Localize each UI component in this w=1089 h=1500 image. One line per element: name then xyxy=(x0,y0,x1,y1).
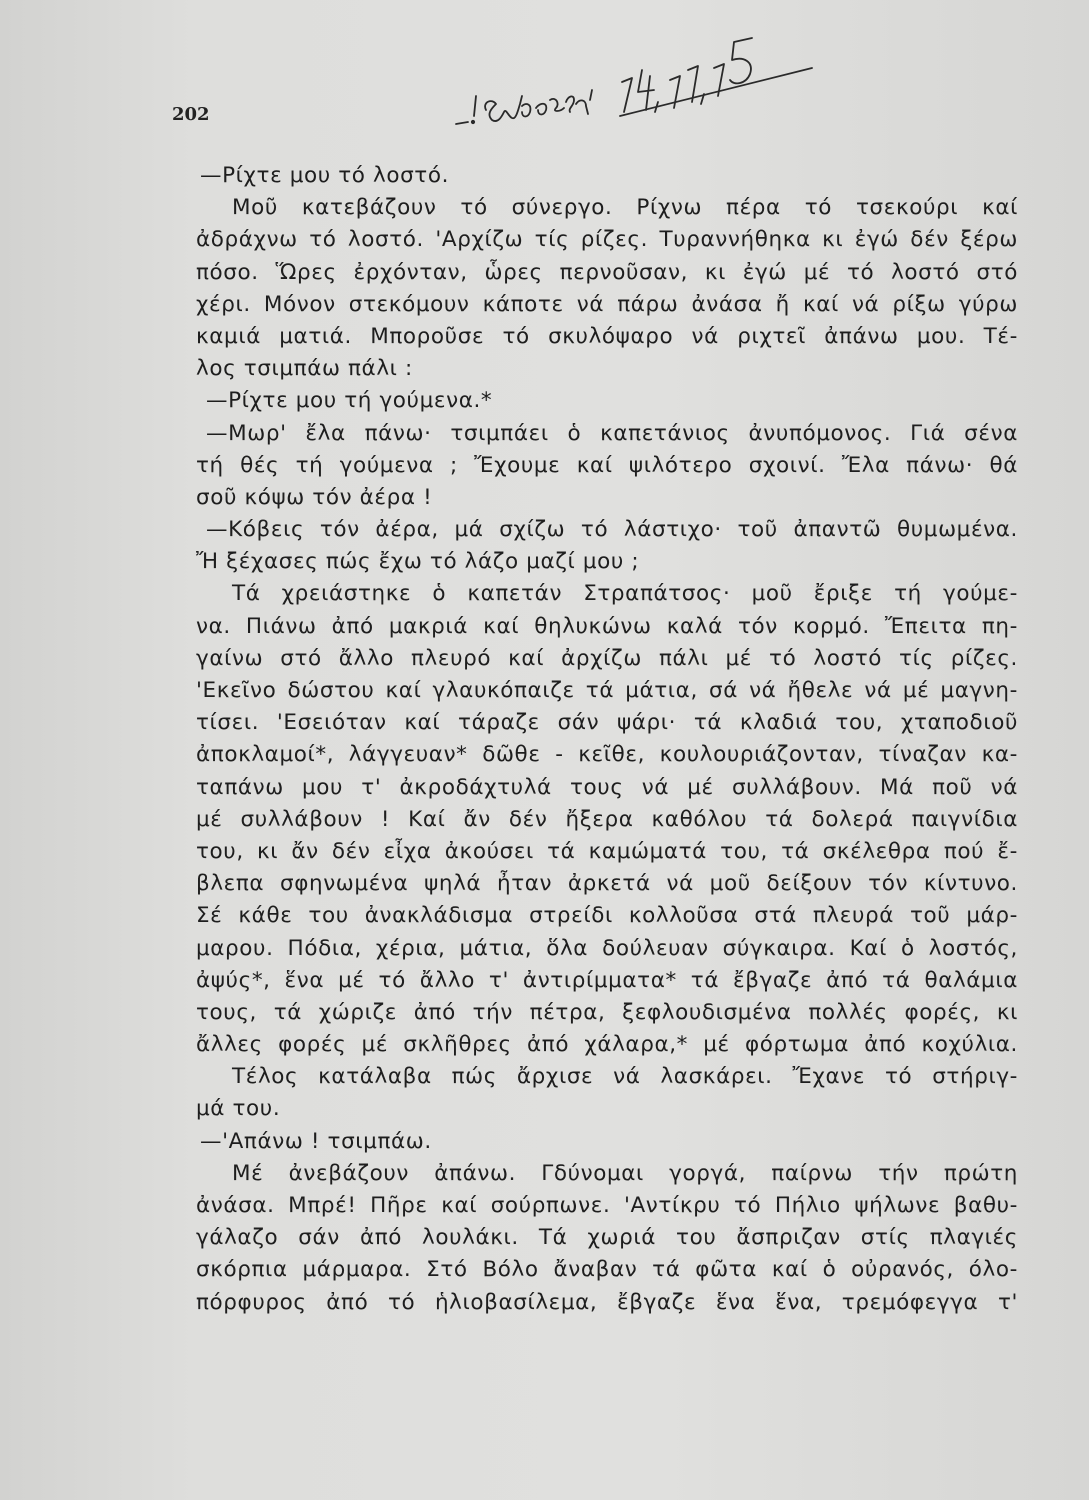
text-line: μαρου. Πόδια, χέρια, μάτια, ὅλα δούλευαν σύγκαιρα. Καί ὁ λοστός, xyxy=(196,935,1018,961)
text-line: Τά χρειάστηκε ὁ καπετάν Στραπάτσος· μοῦ ἔριξε τή γούμε- xyxy=(232,581,1018,607)
text-line: ἀδράχνω τό λοστό. 'Αρχίζω τίς ρίζες. Τυραννήθηκα κι ἐγώ δέν ξέρω xyxy=(196,227,1018,253)
text-line: —Μωρ' ἔλα πάνω· τσιμπάει ὁ καπετάνιος ἀνυπόμονος. Γιά σένα xyxy=(206,420,1018,446)
text-line: Μέ ἀνεβάζουν ἀπάνω. Γδύνομαι γοργά, παίρνω τήν πρώτη xyxy=(232,1160,1018,1186)
text-line: 'Εκεῖνο δώστου καί γλαυκόπαιζε τά μάτια, σά νά ἤθελε νά μέ μαγνη- xyxy=(196,678,1018,703)
text-line: σκόρπια μάρμαρα. Στό Βόλο ἄναβαν τά φῶτα καί ὁ οὐρανός, όλο- xyxy=(196,1257,1018,1283)
text-line: Τέλος κατάλαβα πώς ἄρχισε νά λασκάρει. Ἔχανε τό στήριγ- xyxy=(232,1064,1018,1090)
text-line: τους, τά χώριζε ἀπό τήν πέτρα, ξεφλουδισμένα πολλές φορές, κι xyxy=(196,999,1018,1025)
text-line: σοῦ κόψω τόν ἀέρα ! xyxy=(196,484,433,510)
text-line: γαίνω στό ἄλλο πλευρό καί ἀρχίζω πάλι μέ τό λοστό τίς ρίζες. xyxy=(196,645,1018,671)
text-line: —Ρίχτε μου τό λοστό. xyxy=(200,163,450,188)
text-line: Ἤ ξέχασες πώς ἔχω τό λάζο μαζί μου ; xyxy=(196,549,640,575)
text-line: χέρι. Μόνον στεκόμουν κάποτε νά πάρω ἀνάσα ἤ καί νά ρίξω γύρω xyxy=(196,291,1018,317)
handwritten-annotation xyxy=(452,30,832,140)
text-line: να. Πιάνω ἀπό μακριά καί θηλυκώνω καλά τόν κορμό. Ἔπειτα πη- xyxy=(196,613,1018,639)
text-line: μέ συλλάβουν ! Καί ἄν δέν ἤξερα καθόλου τά δολερά παιγνίδια xyxy=(196,806,1018,832)
text-line: τή θές τή γούμενα ; Ἔχουμε καί ψιλότερο σχοινί. Ἔλα πάνω· θά xyxy=(196,452,1018,478)
text-line: Μοῦ κατεβάζουν τό σύνεργο. Ρίχνω πέρα τό τσεκούρι καί xyxy=(232,195,1018,221)
body-text xyxy=(196,160,1018,1319)
text-line: καμιά ματιά. Μποροῦσε τό σκυλόψαρο νά ριχτεῖ ἀπάνω μου. Τέ- xyxy=(196,323,1018,349)
text-line: ταπάνω μου τ' ἀκροδάχτυλά τους νά μέ συλλάβουν. Μά ποῦ νά xyxy=(196,774,1018,800)
text-line: πόσο. Ὥρες ἐρχόνταν, ὧρες περνοῦσαν, κι ἐγώ μέ τό λοστό στό xyxy=(196,259,1018,285)
text-line: Σέ κάθε του ἀνακλάδισμα στρείδι κολλοῦσα στά πλευρά τοῦ μάρ- xyxy=(196,903,1018,929)
text-line: ἄλλες φορές μέ σκλῆθρες ἀπό χάλαρα,* μέ φόρτωμα ἀπό κοχύλια. xyxy=(196,1032,1018,1058)
text-line: λος τσιμπάω πάλι : xyxy=(196,356,413,382)
text-line: ἀποκλαμοί*, λάγγευαν* δῶθε - κεῖθε, κουλουριάζονταν, τίναζαν κα- xyxy=(196,742,1018,768)
text-line: ἀνάσα. Μπρέ! Πῆρε καί σούρπωνε. 'Αντίκρυ τό Πήλιο ψήλωνε βαθυ- xyxy=(196,1193,1018,1218)
text-line: πόρφυρος ἀπό τό ἡλιοβασίλεμα, ἔβγαζε ἕνα ἕνα, τρεμόφεγγα τ' xyxy=(196,1289,1018,1315)
text-line: —Κόβεις τόν ἀέρα, μά σχίζω τό λάστιχο· τοῦ ἀπαντῶ θυμωμένα. xyxy=(206,517,1018,543)
text-line: γάλαζο σάν ἀπό λουλάκι. Τά χωριά του ἄσπριζαν στίς πλαγιές xyxy=(196,1225,1018,1251)
text-line: —Ρίχτε μου τή γούμενα.* xyxy=(206,388,493,414)
text-line: τίσει. 'Εσειόταν καί τάραζε σάν ψάρι· τά κλαδιά του, χταποδιοῦ xyxy=(196,710,1018,736)
text-line: ἀψύς*, ἕνα μέ τό ἄλλο τ' ἀντιρίμματα* τά ἔβγαζε ἀπό τά θαλάμια xyxy=(196,967,1018,993)
text-line: —'Απάνω ! τσιμπάω. xyxy=(200,1128,432,1154)
page-number: 202 xyxy=(172,104,210,125)
text-line: βλεπα σφηνωμένα ψηλά ἦταν ἀρκετά νά μοῦ δείξουν τόν κίντυνο. xyxy=(196,871,1018,897)
text-line: μά του. xyxy=(196,1096,281,1122)
text-line: του, κι ἄν δέν εἶχα ἀκούσει τά καμώματά του, τά σκέλεθρα πού ἔ- xyxy=(196,838,1018,864)
